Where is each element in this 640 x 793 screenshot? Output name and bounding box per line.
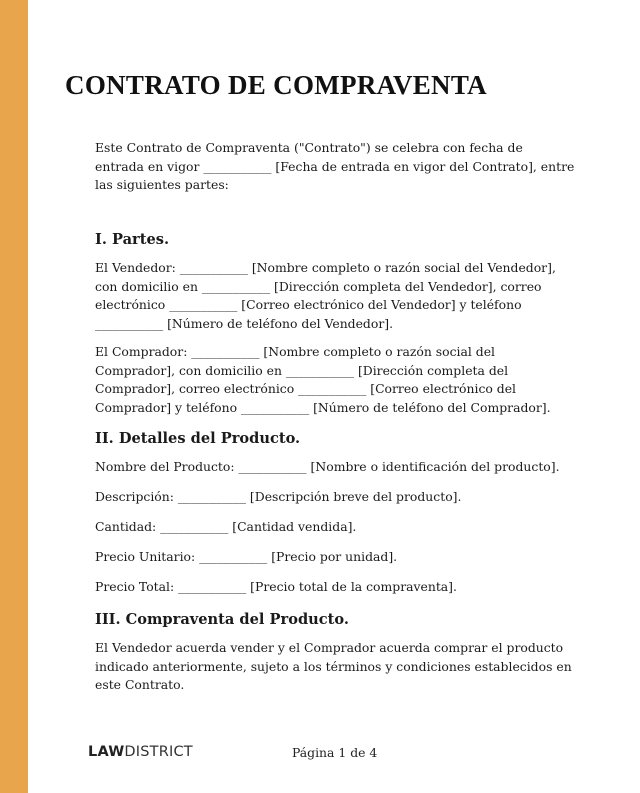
document-title: CONTRATO DE COMPRAVENTA — [65, 70, 487, 100]
section-heading-detalles: II. Detalles del Producto. — [95, 430, 301, 447]
logo-law-text: LAW — [88, 744, 125, 760]
producto-descripcion-line: Descripción: ___________ [Descripción breve del producto]. — [95, 489, 462, 504]
side-accent-bar — [0, 0, 28, 793]
producto-cantidad-line: Cantidad: ___________ [Cantidad vendida]. — [95, 519, 357, 534]
producto-nombre-line: Nombre del Producto: ___________ [Nombre o identificación del producto]. — [95, 459, 560, 474]
lawdistrict-logo — [88, 744, 193, 760]
producto-precio-total-line: Precio Total: ___________ [Precio total de la compraventa]. — [95, 579, 457, 594]
comprador-paragraph: El Comprador: ___________ [Nombre completo o razón social del Comprador], con domicilio en ___________ [Dirección completa del Comprador], correo electrónico ___________ [Correo electrónico del Comprador] y teléfono ___________ [Número de teléfono del Comprador]. — [95, 344, 551, 416]
intro-paragraph: Este Contrato de Compraventa ("Contrato") se celebra con fecha de entrada en vigor ___________ [Fecha de entrada en vigor del Contrato], entre las siguientes partes: — [95, 140, 575, 193]
logo-district-text: DISTRICT — [124, 744, 193, 760]
vendedor-paragraph: El Vendedor: ___________ [Nombre completo o razón social del Vendedor], con domicilio en ___________ [Dirección completa del Vendedor], correo electrónico ___________ [Correo electrónico del Vendedor] y teléfono ___________ [Número de teléfono del Vendedor]. — [95, 260, 556, 332]
page-number: Página 1 de 4 — [292, 745, 378, 760]
section-heading-compraventa: III. Compraventa del Producto. — [95, 611, 349, 628]
section-heading-partes: I. Partes. — [95, 231, 170, 248]
compraventa-paragraph: El Vendedor acuerda vender y el Comprador acuerda comprar el producto indicado anteriormente, sujeto a los términos y condiciones establecidos en este Contrato. — [95, 640, 572, 693]
producto-precio-unitario-line: Precio Unitario: ___________ [Precio por unidad]. — [95, 549, 398, 564]
